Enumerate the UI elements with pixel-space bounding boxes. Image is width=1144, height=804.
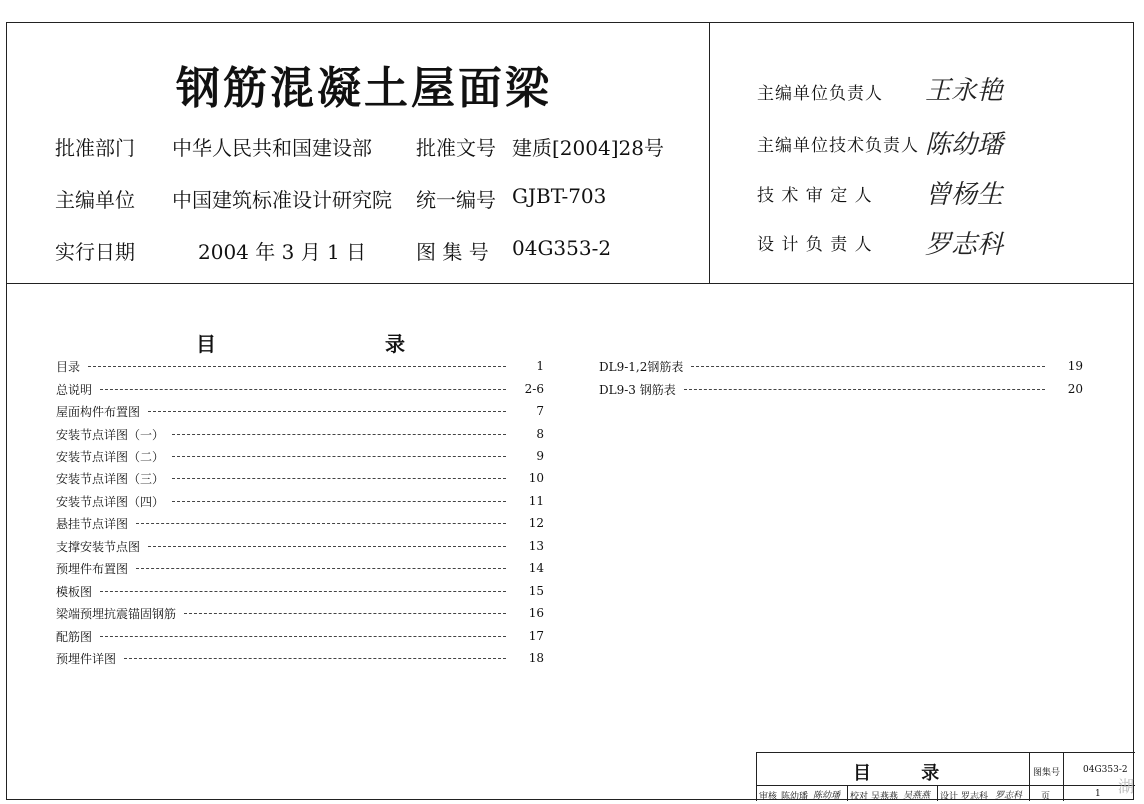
unified-no: GJBT-703	[512, 184, 607, 208]
toc-entry[interactable]	[56, 583, 544, 599]
title-block	[756, 752, 1135, 801]
leader-dashes	[172, 434, 506, 435]
toc-entry[interactable]	[56, 560, 544, 576]
leader-dashes	[88, 366, 506, 367]
toc-entry-page: 9	[536, 449, 544, 463]
toc-entry[interactable]	[56, 403, 544, 419]
signature: 罗志科	[925, 230, 1004, 260]
atlas-no-label: 图 集 号	[416, 240, 489, 264]
toc-entry-page: 11	[528, 494, 544, 508]
check-label: 校对	[850, 792, 869, 802]
title-block-title: 目 录	[853, 763, 962, 784]
header-column-divider	[709, 22, 710, 284]
toc-entry[interactable]	[56, 628, 544, 644]
approve-no: 建质[2004]28号	[512, 136, 664, 160]
toc-entry-page: 2-6	[524, 382, 544, 396]
toc-entry-page: 13	[528, 539, 544, 553]
leader-dashes	[100, 636, 506, 637]
leader-dashes	[691, 366, 1045, 367]
atlas-label: 图集号	[1033, 768, 1061, 778]
signature: 曾杨生	[925, 180, 1004, 210]
design-signature: 罗志科	[995, 791, 1023, 801]
toc-entry-label: 安装节点详图（四）	[56, 494, 165, 509]
page-value: 1	[1095, 789, 1101, 799]
toc-entry-page: 17	[528, 629, 544, 643]
leader-dashes	[148, 411, 506, 412]
title-block-divider	[757, 785, 1135, 786]
toc-entry-label: 配筋图	[56, 629, 93, 644]
atlas-no: 04G353-2	[512, 236, 612, 260]
toc-entry[interactable]	[56, 381, 544, 397]
role-label: 设 计 负 责 人	[757, 235, 873, 255]
unified-no-label: 统一编号	[416, 188, 496, 212]
role-label: 技 术 审 定 人	[757, 186, 873, 206]
role-label: 主编单位负责人	[757, 84, 883, 104]
check-name: 吴燕燕	[871, 792, 899, 802]
toc-entry[interactable]	[56, 470, 544, 486]
toc-entry[interactable]	[56, 493, 544, 509]
title-block-divider	[1063, 753, 1064, 801]
toc-entry-page: 1	[536, 359, 544, 373]
leader-dashes	[172, 456, 506, 457]
page-label: 页	[1041, 792, 1051, 802]
date-label: 实行日期	[55, 240, 135, 264]
toc-entry-page: 15	[528, 584, 544, 598]
toc-entry-label: 预埋件布置图	[56, 561, 129, 576]
toc-heading-right: 录	[385, 332, 405, 356]
review-signature: 陈幼璠	[813, 791, 841, 801]
toc-entry-label: DL9-1,2钢筋表	[599, 359, 684, 374]
toc-entry-page: 18	[528, 651, 544, 665]
toc-entry-label: 屋面构件布置图	[56, 404, 141, 419]
leader-dashes	[136, 523, 506, 524]
toc-entry-page: 10	[528, 471, 544, 485]
leader-dashes	[100, 389, 506, 390]
watermark: 湖	[1118, 777, 1135, 796]
toc-entry[interactable]	[599, 381, 1083, 397]
toc-entry-label: 总说明	[56, 382, 93, 397]
header-divider	[6, 283, 1134, 284]
design-name: 罗志科	[961, 792, 989, 802]
toc-entry-label: 模板图	[56, 584, 93, 599]
review-name: 陈幼璠	[781, 792, 809, 802]
toc-entry-page: 14	[528, 561, 544, 575]
signature: 王永艳	[925, 76, 1004, 106]
approve-no-label: 批准文号	[416, 136, 496, 160]
toc-entry-label: 预埋件详图	[56, 651, 117, 666]
toc-entry-page: 12	[528, 516, 544, 530]
title-block-divider	[847, 785, 848, 801]
toc-heading-left: 目	[196, 332, 216, 356]
editor-label: 主编单位	[55, 188, 135, 212]
leader-dashes	[136, 568, 506, 569]
leader-dashes	[148, 546, 506, 547]
toc-entry[interactable]	[56, 515, 544, 531]
toc-entry-page: 7	[536, 404, 544, 418]
toc-entry-label: 支撑安装节点图	[56, 539, 141, 554]
toc-entry[interactable]	[56, 650, 544, 666]
toc-entry[interactable]	[56, 538, 544, 554]
leader-dashes	[684, 389, 1045, 390]
signature: 陈幼璠	[925, 130, 1004, 160]
leader-dashes	[100, 591, 506, 592]
toc-entry-label: 安装节点详图（二）	[56, 449, 165, 464]
effective-date: 2004 年 3 月 1 日	[198, 240, 367, 264]
toc-entry[interactable]	[56, 426, 544, 442]
editor: 中国建筑标准设计研究院	[172, 188, 392, 212]
leader-dashes	[124, 658, 506, 659]
toc-entry[interactable]	[56, 358, 544, 374]
approve-dept: 中华人民共和国建设部	[172, 136, 372, 160]
check-signature: 吴燕燕	[903, 791, 931, 801]
toc-entry[interactable]	[599, 358, 1083, 374]
toc-entry-page: 16	[528, 606, 544, 620]
design-label: 设计	[940, 792, 959, 802]
toc-entry[interactable]	[56, 605, 544, 621]
title-block-divider	[1029, 753, 1030, 801]
leader-dashes	[184, 613, 506, 614]
role-label: 主编单位技术负责人	[757, 136, 919, 156]
toc-entry-page: 20	[1067, 382, 1083, 396]
review-label: 审核	[759, 792, 778, 802]
toc-entry-label: 安装节点详图（三）	[56, 471, 165, 486]
toc-entry-page: 8	[536, 427, 544, 441]
title-block-divider	[937, 785, 938, 801]
leader-dashes	[172, 501, 506, 502]
toc-entry-label: DL9-3 钢筋表	[599, 382, 676, 397]
toc-entry-label: 梁端预埋抗震锚固钢筋	[56, 606, 177, 621]
drawing-title: 钢筋混凝土屋面梁	[176, 63, 552, 114]
toc-entry-label: 目录	[56, 359, 81, 374]
toc-entry-label: 悬挂节点详图	[56, 516, 129, 531]
leader-dashes	[172, 478, 506, 479]
toc-entry[interactable]	[56, 448, 544, 464]
atlas-value: 04G353-2	[1083, 765, 1128, 775]
approve-dept-label: 批准部门	[55, 136, 135, 160]
toc-entry-label: 安装节点详图（一）	[56, 427, 165, 442]
toc-entry-page: 19	[1067, 359, 1083, 373]
